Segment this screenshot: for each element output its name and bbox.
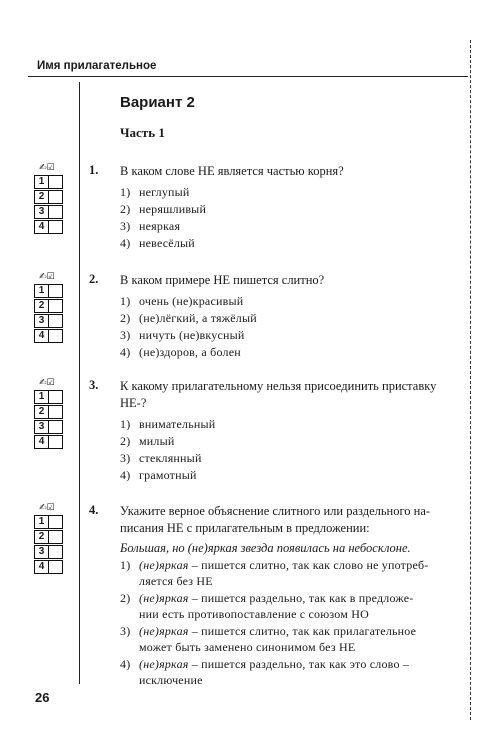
option-number: 3) — [120, 219, 131, 233]
option — [120, 450, 470, 467]
option — [120, 433, 470, 450]
option — [120, 293, 470, 310]
option-continued: нии есть противопоставление с союзом НО — [139, 607, 369, 621]
answer-label: 2 — [34, 530, 49, 544]
question-text: В каком примере НЕ пишется слитно? — [120, 273, 325, 287]
answer-label: 1 — [34, 515, 49, 529]
option-number: 3) — [120, 451, 131, 465]
page-number: 26 — [35, 690, 50, 705]
answer-label: 2 — [34, 405, 49, 419]
question-number: 1. — [89, 163, 99, 177]
answer-checkbox[interactable] — [49, 175, 63, 189]
option — [120, 184, 470, 201]
option-text: грамотный — [139, 468, 197, 482]
question-number: 2. — [89, 272, 99, 286]
question-text-continued: НЕ-? — [120, 396, 147, 410]
answer-checkbox[interactable] — [49, 515, 63, 529]
option-continued: ляется без НЕ — [139, 574, 213, 588]
answer-grid-q3 — [34, 377, 74, 449]
answer-checkbox[interactable] — [49, 435, 63, 449]
answer-checkbox[interactable] — [49, 560, 63, 574]
answer-label: 4 — [34, 435, 49, 449]
answer-label: 4 — [34, 560, 49, 574]
option — [120, 416, 470, 433]
section-header-title: Имя прилагательное — [37, 60, 157, 72]
option — [120, 467, 470, 484]
option-number: 1) — [120, 417, 131, 431]
pencil-check-icon: ✍☑ — [39, 272, 55, 282]
answer-checkbox[interactable] — [49, 420, 63, 434]
option-term: (не)яркая — [139, 591, 189, 605]
question-text: Укажите верное объяснение слитного или раздельного на- — [120, 504, 431, 518]
part-title: Часть 1 — [120, 125, 165, 140]
answer-checkbox[interactable] — [49, 545, 63, 559]
answer-grid-q4 — [34, 502, 74, 574]
option-number: 4) — [120, 236, 131, 250]
pencil-check-icon: ✍☑ — [39, 163, 55, 173]
option-number: 1) — [120, 558, 131, 572]
answer-label: 4 — [34, 220, 49, 234]
header-rule — [28, 76, 468, 77]
question-text: К какому прилагательному нельзя присоединить приставку — [120, 379, 437, 393]
option-text: неряшливый — [139, 202, 207, 216]
answer-label: 3 — [34, 420, 49, 434]
option — [120, 557, 470, 574]
option — [120, 310, 470, 327]
option-continued: может быть заменено синонимом без НЕ — [139, 640, 356, 654]
option-text: внимательный — [139, 417, 216, 431]
answer-checkbox[interactable] — [49, 299, 63, 313]
option-number: 2) — [120, 591, 131, 605]
answer-checkbox[interactable] — [49, 530, 63, 544]
option-text: ничуть (не)вкусный — [139, 328, 245, 342]
answer-label: 2 — [34, 190, 49, 204]
answer-checkbox[interactable] — [49, 390, 63, 404]
option-number: 4) — [120, 468, 131, 482]
option-number: 4) — [120, 345, 131, 359]
answer-label: 3 — [34, 545, 49, 559]
option-text: – пишется раздельно, так как в предложе- — [188, 591, 414, 605]
variant-title: Вариант 2 — [120, 94, 195, 111]
question-number: 3. — [89, 378, 99, 392]
answer-grid-q2 — [34, 271, 74, 343]
answer-checkbox[interactable] — [49, 314, 63, 328]
option-text: – пишется слитно, так как слово не употреб- — [188, 558, 429, 572]
option-text: – пишется раздельно, так как это слово – — [188, 657, 410, 671]
option — [120, 327, 470, 344]
option-number: 3) — [120, 624, 131, 638]
option-text: неглупый — [139, 185, 190, 199]
option — [120, 344, 470, 361]
option-number: 3) — [120, 328, 131, 342]
pencil-check-icon: ✍☑ — [39, 378, 55, 388]
option — [120, 235, 470, 252]
option-text: – пишется слитно, так как прилагательное — [188, 624, 417, 638]
answer-checkbox[interactable] — [49, 284, 63, 298]
answer-label: 1 — [34, 175, 49, 189]
answer-label: 3 — [34, 205, 49, 219]
question-number: 4. — [89, 503, 99, 517]
option-continued: исключение — [139, 673, 203, 687]
option-number: 2) — [120, 311, 131, 325]
answer-label: 4 — [34, 329, 49, 343]
answer-checkbox[interactable] — [49, 205, 63, 219]
option-term: (не)яркая — [139, 657, 189, 671]
answer-label: 3 — [34, 314, 49, 328]
option — [120, 656, 470, 673]
answer-grid-q1 — [34, 162, 74, 234]
answer-label: 1 — [34, 390, 49, 404]
option-number: 2) — [120, 434, 131, 448]
question-text-continued: писания НЕ с прилагательным в предложении: — [120, 521, 370, 535]
option-text: (не)здоров, а болен — [139, 345, 241, 359]
option-text: (не)лёгкий, а тяжёлый — [139, 311, 257, 325]
option-text: стеклянный — [139, 451, 202, 465]
option — [120, 623, 470, 640]
answer-label: 1 — [34, 284, 49, 298]
answer-checkbox[interactable] — [49, 329, 63, 343]
option-number: 1) — [120, 294, 131, 308]
option — [120, 590, 470, 607]
option-text: неяркая — [139, 219, 181, 233]
option-text: невесёлый — [139, 236, 195, 250]
option-term: (не)яркая — [139, 624, 189, 638]
question-text: В каком слове НЕ является частью корня? — [120, 164, 344, 178]
option-number: 2) — [120, 202, 131, 216]
answer-checkbox[interactable] — [49, 220, 63, 234]
option-text: милый — [139, 434, 175, 448]
option-text: очень (не)красивый — [139, 294, 244, 308]
pencil-check-icon: ✍☑ — [39, 503, 55, 513]
answer-label: 2 — [34, 299, 49, 313]
answer-checkbox[interactable] — [49, 190, 63, 204]
option-number: 4) — [120, 657, 131, 671]
option — [120, 218, 470, 235]
answer-checkbox[interactable] — [49, 405, 63, 419]
option-number: 1) — [120, 185, 131, 199]
option-term: (не)яркая — [139, 558, 189, 572]
option — [120, 201, 470, 218]
margin-rule — [79, 82, 80, 684]
example-sentence: Большая, но (не)яркая звезда появилась на небосклоне. — [120, 541, 411, 555]
